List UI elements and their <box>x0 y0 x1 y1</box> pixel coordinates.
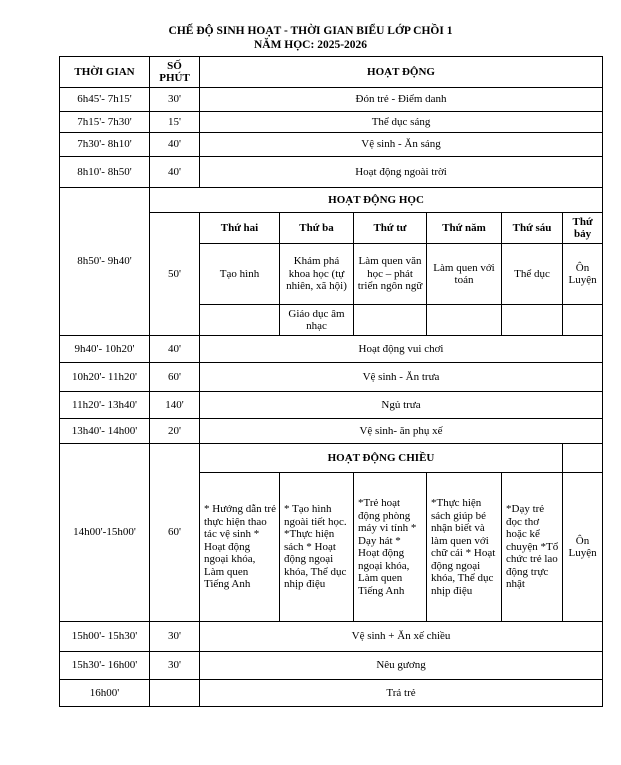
col-minutes-header: SỐ PHÚT <box>150 57 200 88</box>
time-cell: 16h00' <box>60 680 150 707</box>
day-monday: Thứ hai <box>200 213 280 244</box>
page-title: CHẾ ĐỘ SINH HOẠT - THỜI GIAN BIỂU LỚP CHỒI 1 <box>168 25 453 37</box>
afternoon-friday: *Dạy trẻ đọc thơ hoặc kể chuyện *Tổ chức trẻ lao động trực nhật <box>502 473 563 622</box>
learning-minutes-cell: 50' <box>150 213 200 336</box>
time-cell: 13h40'- 14h00' <box>60 419 150 444</box>
table-row <box>60 336 603 363</box>
minutes-cell: 40' <box>150 157 200 188</box>
afternoon-thursday: *Thực hiện sách giúp bé nhận biết và làm quen với chữ cái * Hoạt động ngoại khóa, Thể dục nhịp điệu <box>427 473 502 622</box>
subject-tuesday: Khám phá khoa học (tự nhiên, xã hội) <box>280 244 354 305</box>
subject-tuesday-extra: Giáo dục âm nhạc <box>280 305 354 336</box>
schedule-table <box>59 56 603 707</box>
afternoon-time-cell: 14h00'-15h00' <box>60 444 150 622</box>
afternoon-tuesday: * Tạo hình ngoài tiết học. *Thực hiện sách * Hoạt động ngoại khóa, Thể dục nhịp điệu <box>280 473 354 622</box>
empty-cell <box>563 444 603 473</box>
col-activity-header: HOẠT ĐỘNG <box>200 57 603 88</box>
empty-cell <box>200 305 280 336</box>
minutes-cell: 40' <box>150 336 200 363</box>
table-row <box>60 133 603 157</box>
day-thursday: Thứ năm <box>427 213 502 244</box>
time-cell: 10h20'- 11h20' <box>60 363 150 392</box>
table-row <box>60 652 603 680</box>
table-row <box>60 112 603 133</box>
afternoon-minutes-cell: 60' <box>150 444 200 622</box>
afternoon-saturday: Ôn Luyện <box>563 473 603 622</box>
minutes-cell: 30' <box>150 88 200 112</box>
afternoon-heading: HOẠT ĐỘNG CHIỀU <box>200 444 563 473</box>
empty-cell <box>427 305 502 336</box>
afternoon-monday: * Hướng dẫn trẻ thực hiện thao tác vệ sinh * Hoạt động ngoại khóa, Làm quen Tiếng Anh <box>200 473 280 622</box>
minutes-cell: 15' <box>150 112 200 133</box>
table-row <box>60 392 603 419</box>
activity-cell: Thể dục sáng <box>200 112 603 133</box>
learning-heading-row <box>60 188 603 213</box>
subject-saturday: Ôn Luyện <box>563 244 603 305</box>
table-row <box>60 622 603 652</box>
activity-cell: Hoạt động vui chơi <box>200 336 603 363</box>
time-cell: 11h20'- 13h40' <box>60 392 150 419</box>
table-row <box>60 157 603 188</box>
empty-cell <box>502 305 563 336</box>
activity-cell: Vệ sinh - Ăn sáng <box>200 133 603 157</box>
table-row <box>60 363 603 392</box>
minutes-cell: 140' <box>150 392 200 419</box>
day-saturday: Thứ bảy <box>563 213 603 244</box>
afternoon-wednesday: *Trẻ hoạt động phòng máy vi tính * Dạy hát * Hoạt động ngoại khóa, Làm quen Tiếng Anh <box>354 473 427 622</box>
empty-cell <box>354 305 427 336</box>
header-row <box>60 57 603 88</box>
table-row <box>60 419 603 444</box>
time-cell: 9h40'- 10h20' <box>60 336 150 363</box>
activity-cell: Hoạt động ngoài trời <box>200 157 603 188</box>
afternoon-heading-row <box>60 444 603 473</box>
table-row <box>60 88 603 112</box>
time-cell: 15h30'- 16h00' <box>60 652 150 680</box>
activity-cell: Ngủ trưa <box>200 392 603 419</box>
subject-thursday: Làm quen với toán <box>427 244 502 305</box>
col-time-header: THỜI GIAN <box>60 57 150 88</box>
learning-heading: HOẠT ĐỘNG HỌC <box>150 188 603 213</box>
time-cell: 8h10'- 8h50' <box>60 157 150 188</box>
activity-cell: Vệ sinh - Ăn trưa <box>200 363 603 392</box>
school-year: NĂM HỌC: 2025-2026 <box>253 39 368 51</box>
time-cell: 7h15'- 7h30' <box>60 112 150 133</box>
learning-time-cell: 8h50'- 9h40' <box>60 188 150 336</box>
day-wednesday: Thứ tư <box>354 213 427 244</box>
time-cell: 15h00'- 15h30' <box>60 622 150 652</box>
time-cell: 7h30'- 8h10' <box>60 133 150 157</box>
activity-cell: Trả trẻ <box>200 680 603 707</box>
day-friday: Thứ sáu <box>502 213 563 244</box>
minutes-cell: 30' <box>150 622 200 652</box>
minutes-cell <box>150 680 200 707</box>
empty-cell <box>563 305 603 336</box>
day-tuesday: Thứ ba <box>280 213 354 244</box>
subject-friday: Thể dục <box>502 244 563 305</box>
minutes-cell: 40' <box>150 133 200 157</box>
activity-cell: Vệ sinh + Ăn xế chiều <box>200 622 603 652</box>
minutes-cell: 20' <box>150 419 200 444</box>
activity-cell: Đón trẻ - Điểm danh <box>200 88 603 112</box>
minutes-cell: 60' <box>150 363 200 392</box>
activity-cell: Nêu gương <box>200 652 603 680</box>
minutes-cell: 30' <box>150 652 200 680</box>
time-cell: 6h45'- 7h15' <box>60 88 150 112</box>
table-row <box>60 680 603 707</box>
subject-wednesday: Làm quen văn học – phát triển ngôn ngữ <box>354 244 427 305</box>
activity-cell: Vệ sinh- ăn phụ xế <box>200 419 603 444</box>
subject-monday: Tạo hình <box>200 244 280 305</box>
